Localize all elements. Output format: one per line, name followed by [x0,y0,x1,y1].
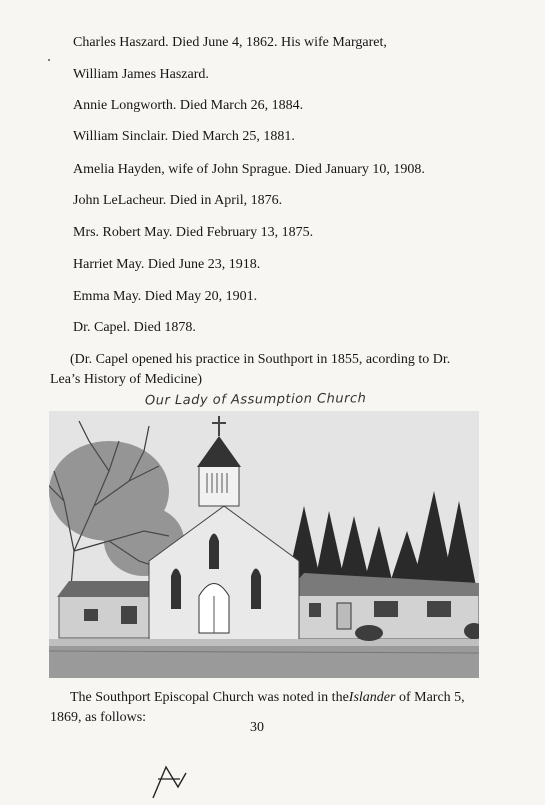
burial-entry: Annie Longworth. Died March 26, 1884. [73,98,304,113]
stray-mark [48,59,50,61]
burial-entry: Amelia Hayden, wife of John Sprague. Died January 10, 1908. [73,162,425,177]
photo-caption: Our Lady of Assumption Church [144,391,367,409]
burial-entry: Emma May. Died May 20, 1901. [73,289,258,304]
burial-entry: John LeLacheur. Died in April, 1876. [73,193,283,208]
closing-text-end: of March 5, 1869, as follows: [50,690,465,725]
newspaper-title: Islander [348,690,396,705]
burial-entry: William James Haszard. [73,67,209,82]
handwritten-signature [148,765,198,805]
burial-entry: Charles Haszard. Died June 4, 1862. His wife Margaret, [73,35,387,50]
burial-entry: Harriet May. Died June 23, 1918. [73,257,261,272]
church-photo [49,411,479,678]
closing-text: The Southport Episcopal Church was noted in the [70,690,349,705]
burial-entry: Dr. Capel. Died 1878. [73,320,196,335]
page-number: 30 [250,720,264,735]
capel-note: (Dr. Capel opened his practice in Southport in 1855, acording to Dr. Lea’s History of Medicine) [50,352,451,387]
burial-entry: William Sinclair. Died March 25, 1881. [73,129,295,144]
closing-paragraph [50,688,482,728]
burial-entry: Mrs. Robert May. Died February 13, 1875. [73,225,314,240]
